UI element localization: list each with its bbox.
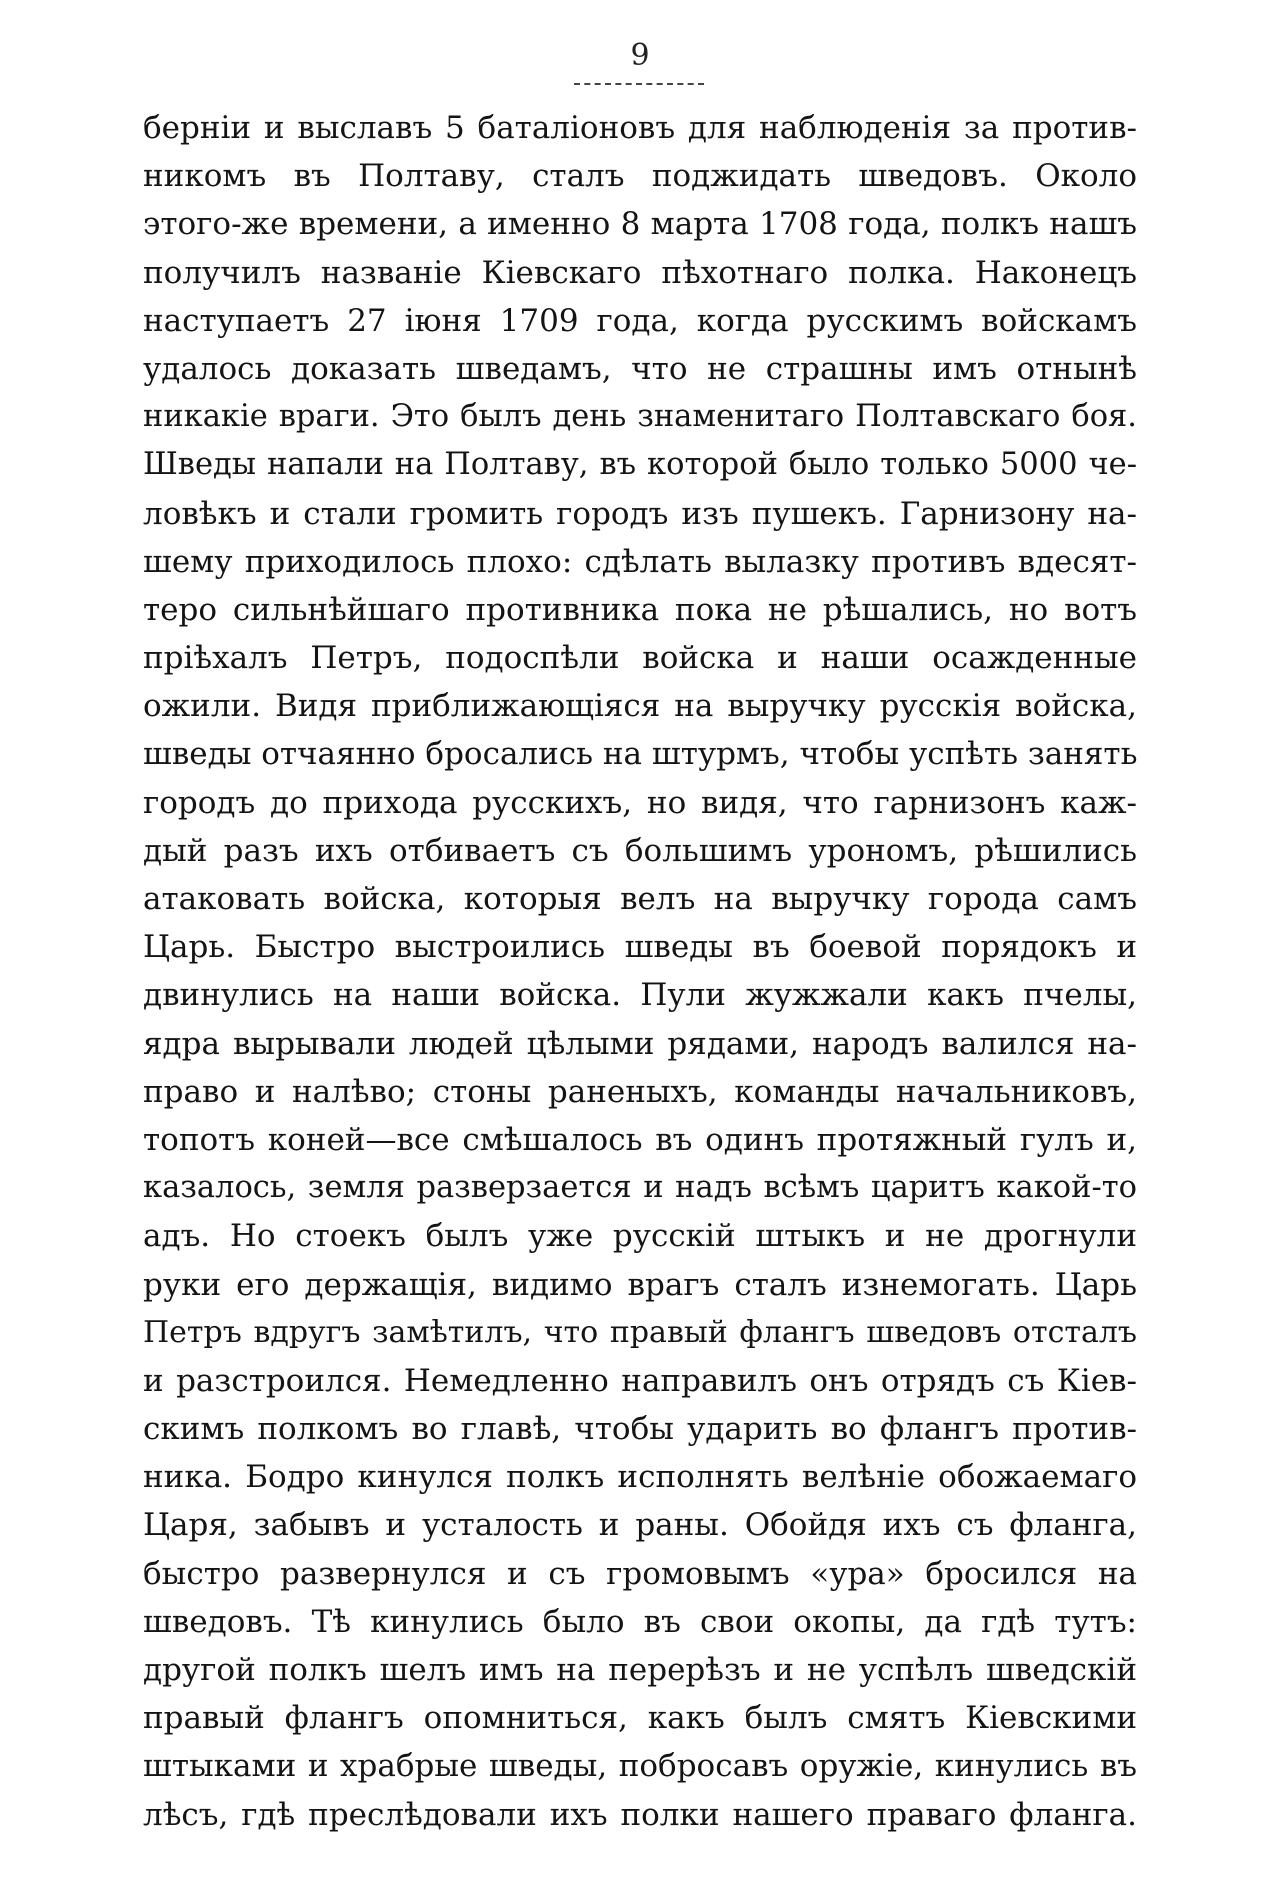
text-line: ловѣкъ и стали громить городъ изъ пушекъ. Гарнизону на- [143,495,1137,532]
text-line: двинулись на наши войска. Пули жужжали какъ пчелы, [143,977,1137,1014]
text-line: Петръ вдругъ замѣтилъ, что правый флангъ шведовъ отсталъ [143,1314,1137,1350]
header-rule [574,83,704,85]
text-line: ядра вырывали людей цѣлыми рядами, народъ валился на- [143,1025,1137,1062]
text-line: городъ до прихода русскихъ, но видя, что гарнизонъ каж- [143,784,1137,821]
text-line: скимъ полкомъ во главѣ, чтобы ударить во флангъ против- [143,1411,1137,1448]
text-line: шведовъ. Тѣ кинулись было въ свои окопы, да гдѣ тутъ: [143,1603,1137,1640]
text-line: другой полкъ шелъ имъ на перерѣзъ и не успѣлъ шведскій [143,1652,1137,1688]
text-line: наступаетъ 27 іюня 1709 года, когда русскимъ войскамъ [143,302,1137,339]
body-text [143,104,1137,1839]
text-line: никомъ въ Полтаву, сталъ поджидать шведовъ. Около [143,158,1137,195]
text-line: быстро развернулся и съ громовымъ «ура» бросился на [143,1555,1137,1592]
text-line: казалось, земля разверзается и надъ всѣмъ царитъ какой-то [143,1170,1137,1206]
text-line: руки его держащія, видимо врагъ сталъ изнемогать. Царь [143,1266,1137,1303]
text-line: ожили. Видя приближающіяся на выручку русскія войска, [143,688,1137,725]
text-line: Царь. Быстро выстроились шведы въ боевой порядокъ и [143,929,1137,966]
text-line: лѣсъ, гдѣ преслѣдовали ихъ полки нашего праваго фланга. [143,1796,1137,1833]
text-line: пріѣхалъ Петръ, подоспѣли войска и наши осажденные [143,640,1137,677]
page-number: 9 [630,38,650,73]
text-line: никакіе враги. Это былъ день знаменитаго Полтавскаго боя. [143,399,1137,435]
text-line: правый флангъ опомниться, какъ былъ смятъ Кіевскими [143,1700,1137,1737]
text-line: шему приходилось плохо: сдѣлать вылазку противъ вдесят- [143,543,1137,580]
text-line: шведы отчаянно бросались на штурмъ, чтобы успѣть занять [143,736,1137,773]
text-line: теро сильнѣйшаго противника пока не рѣшались, но вотъ [143,591,1137,628]
text-line: ника. Бодро кинулся полкъ исполнять велѣніе обожаемаго [143,1459,1137,1496]
text-line: этого-же времени, а именно 8 марта 1708 года, полкъ нашъ [143,206,1137,243]
text-line: удалось доказать шведамъ, что не страшны имъ отнынѣ [143,350,1137,387]
text-line: получилъ названіе Кіевскаго пѣхотнаго полка. Наконецъ [143,254,1137,291]
text-line: атаковать войска, которыя велъ на выручку города самъ [143,881,1137,917]
text-line: штыками и храбрые шведы, побросавъ оружіе, кинулись въ [143,1748,1137,1785]
text-line: и разстроился. Немедленно направилъ онъ отрядъ съ Кіев- [143,1362,1137,1399]
text-line: адъ. Но стоекъ былъ уже русскій штыкъ и не дрогнули [143,1218,1137,1255]
text-line: топотъ коней—все смѣшалось въ одинъ протяжный гулъ и, [143,1121,1137,1158]
text-line: право и налѣво; стоны раненыхъ, команды начальниковъ, [143,1073,1137,1110]
text-line: дый разъ ихъ отбиваетъ съ большимъ урономъ, рѣшились [143,832,1137,869]
text-line: берніи и выславъ 5 баталіоновъ для наблюденія за против- [143,110,1137,146]
text-line: Шведы напали на Полтаву, въ которой было только 5000 че- [143,447,1137,483]
text-line: Царя, забывъ и усталость и раны. Обойдя ихъ съ фланга, [143,1507,1137,1544]
